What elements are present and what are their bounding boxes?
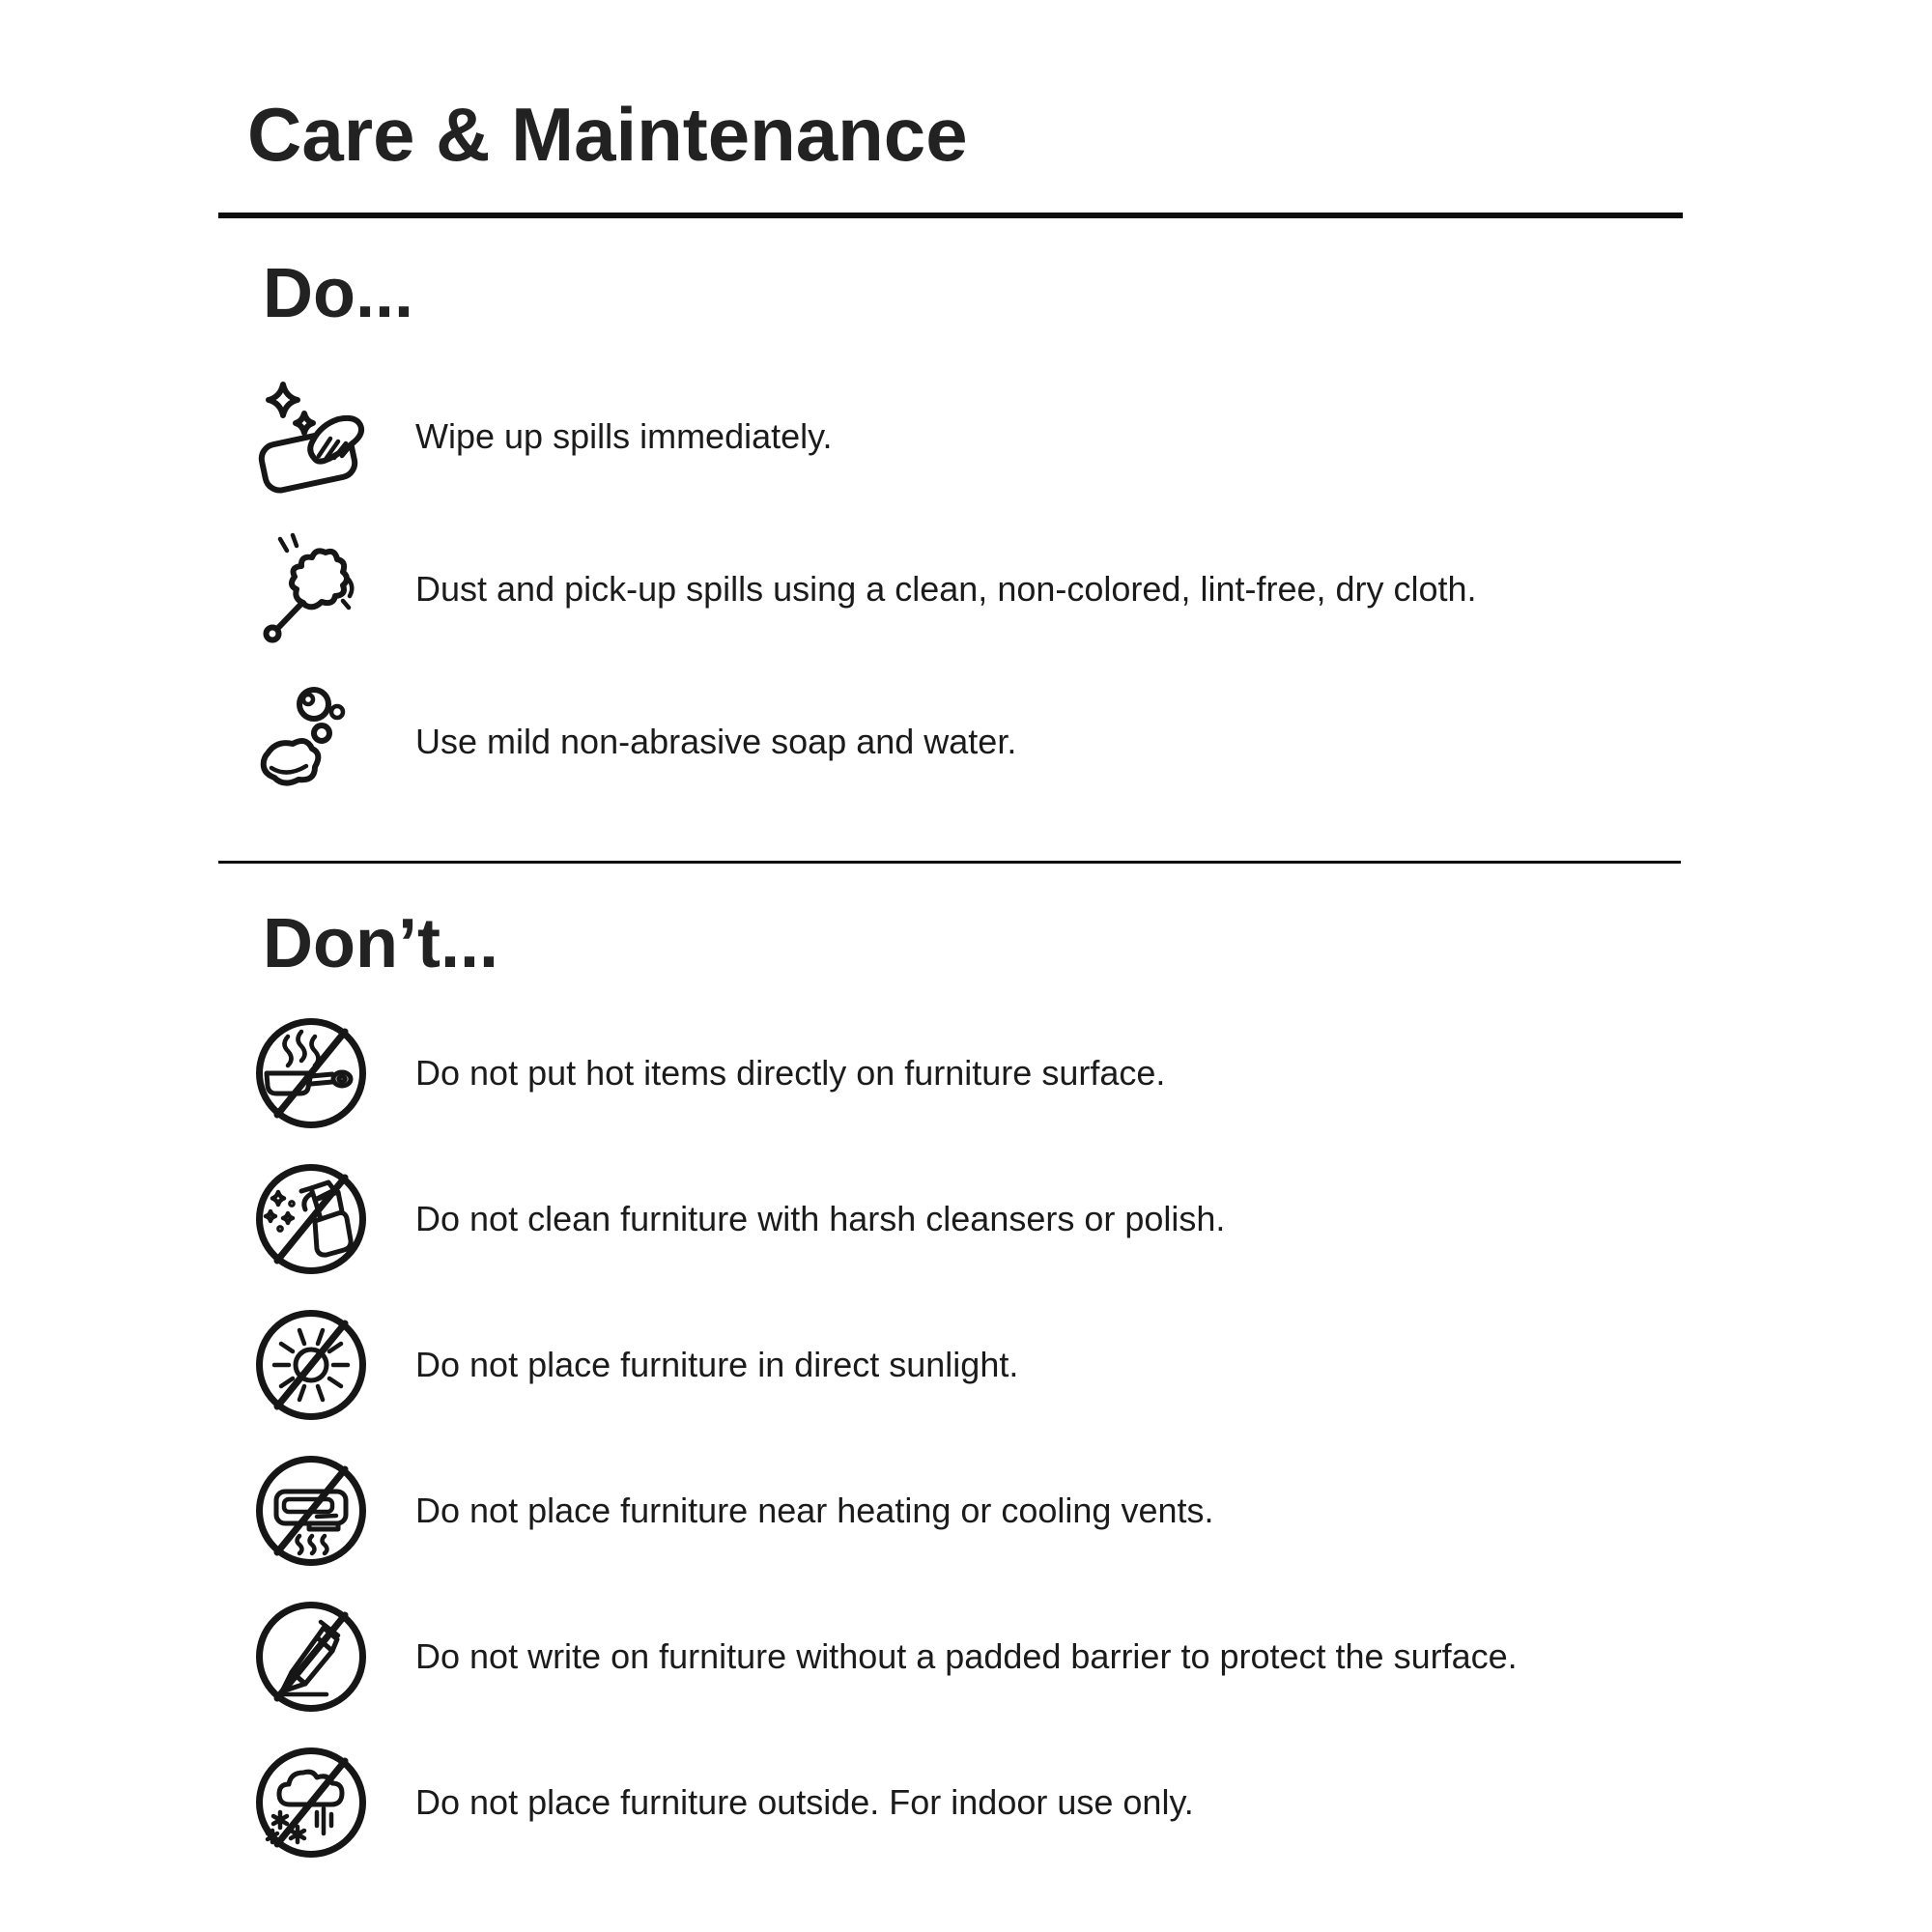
do-item-label: Use mild non-abrasive soap and water. [415, 722, 1017, 762]
no-writing-icon [253, 1599, 369, 1715]
dont-item-heating-vents [253, 1453, 1214, 1569]
dont-item-label: Do not place furniture outside. For indoor use only. [415, 1782, 1194, 1823]
no-harsh-cleansers-icon [253, 1161, 369, 1277]
do-item-dust [253, 531, 1477, 647]
dont-item-label: Do not place furniture near heating or cooling vents. [415, 1491, 1214, 1531]
no-hot-items-icon [253, 1015, 369, 1131]
dont-item-label: Do not put hot items directly on furniture surface. [415, 1053, 1166, 1094]
no-heating-vents-icon [253, 1453, 369, 1569]
do-item-mild-soap [253, 684, 1016, 800]
dont-item-outdoor-use [253, 1745, 1194, 1861]
section-divider-line [218, 861, 1681, 864]
do-item-label: Dust and pick-up spills using a clean, non-colored, lint-free, dry cloth. [415, 569, 1477, 610]
dont-item-hot-items [253, 1015, 1165, 1131]
dont-item-label: Do not clean furniture with harsh cleansers or polish. [415, 1199, 1226, 1239]
page-title: Care & Maintenance [247, 92, 968, 177]
title-divider-line [218, 213, 1683, 218]
dont-item-label: Do not place furniture in direct sunlight. [415, 1345, 1019, 1385]
no-outdoor-use-icon [253, 1745, 369, 1861]
no-direct-sunlight-icon [253, 1307, 369, 1423]
dont-item-direct-sunlight [253, 1307, 1018, 1423]
dont-item-label: Do not write on furniture without a padded barrier to protect the surface. [415, 1636, 1518, 1677]
do-item-label: Wipe up spills immediately. [415, 416, 833, 457]
do-item-wipe-spills [253, 379, 832, 495]
dont-item-harsh-cleansers [253, 1161, 1225, 1277]
wipe-spills-icon [253, 379, 369, 495]
soap-and-water-icon [253, 684, 369, 800]
dont-section-heading: Don’t... [263, 905, 498, 982]
dont-item-writing [253, 1599, 1518, 1715]
duster-icon [253, 531, 369, 647]
do-section-heading: Do... [263, 255, 413, 332]
